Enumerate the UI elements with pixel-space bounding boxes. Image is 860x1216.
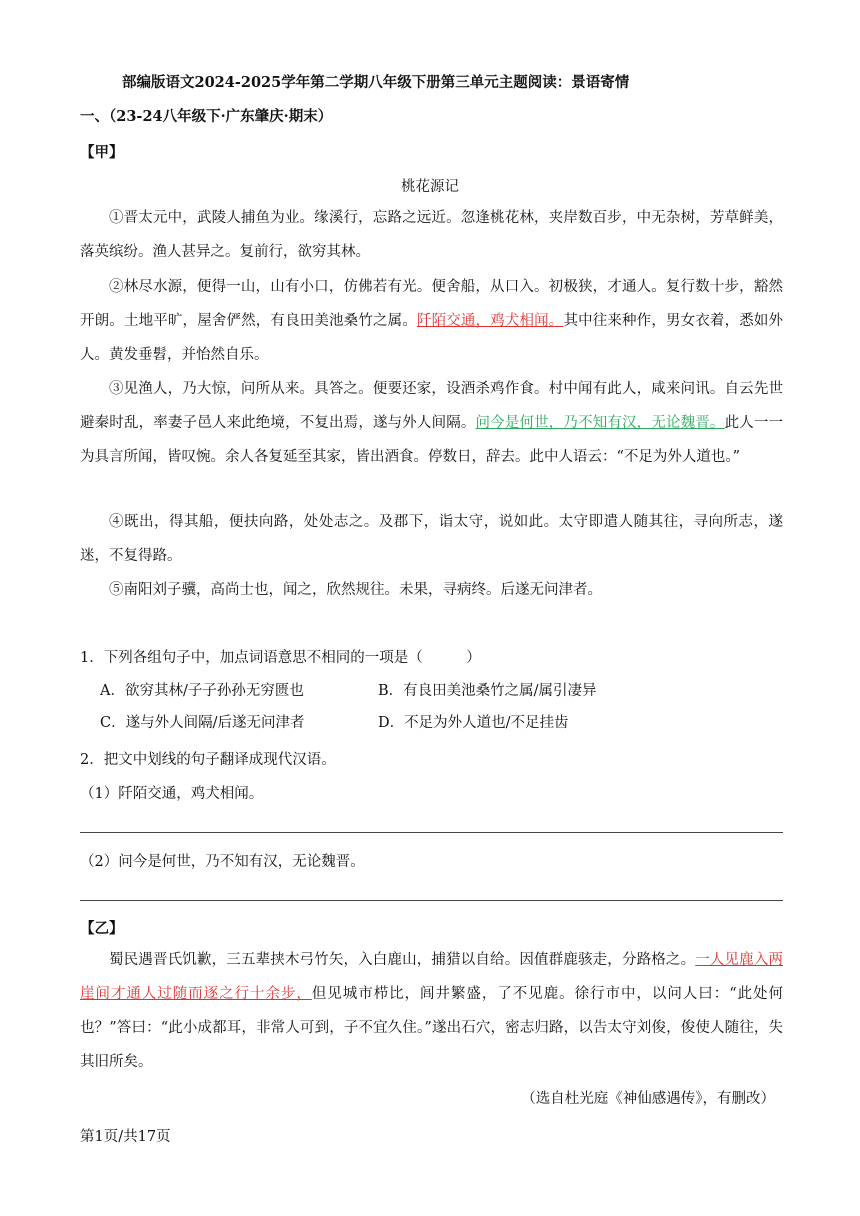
passage-yi-label: 【乙】 — [80, 920, 124, 937]
paragraph-3-text-a: ③见渔人，乃大惊，问所从来。具答之。便要还家，设酒杀鸡作食。村中闻有此人，咸来问讯。自云先世避秦时乱，率妻子邑人来此绝境，不复出焉，遂与外人间隔。 — [80, 381, 783, 431]
option-c: C．遂与外人间隔/后遂无问津者 — [100, 715, 305, 731]
passage-yi-text-a: 蜀民遇晋氏饥歉，三五辈挟木弓竹矢，入白鹿山，捕猎以自给。因值群鹿骇走，分路格之。 — [109, 952, 696, 968]
paragraph-5: ⑤南阳刘子骥，高尚士也，闻之，欣然规往。未果，寻病终。后遂无问津者。 — [109, 582, 602, 598]
answer-line-2 — [80, 900, 783, 901]
underlined-sentence-yi: 一人见鹿入两崖间才通人过随而逐之行十余步， — [80, 952, 783, 1002]
paragraph-2-text-b: 其中往来种作，男女衣着，悉如外人。黄发垂髫，并怡然自乐。 — [80, 313, 784, 363]
paragraph-2-text-a: ②林尽水源，便得一山，山有小口，仿佛若有光。便舍船，从口入。初极狭，才通人。复行数十步，豁然开朗。土地平旷，屋舍俨然，有良田美池桑竹之属。 — [80, 279, 783, 329]
passage-source: （选自杜光庭《神仙感遇传》，有删改） — [521, 1091, 775, 1107]
passage-yi-paragraph — [80, 943, 783, 1079]
underlined-sentence-red: 阡陌交通，鸡犬相闻。 — [416, 313, 564, 329]
paragraph-3 — [80, 372, 783, 474]
question-1: 1．下列各组句子中，加点词语意思不相同的一项是（ ） — [80, 650, 481, 666]
question-2-1: （1）阡陌交通，鸡犬相闻。 — [80, 786, 264, 802]
underlined-sentence-green: 问今是何世，乃不知有汉，无论魏晋。 — [475, 415, 725, 431]
option-d: D．不足为外人道也/不足挂齿 — [378, 715, 569, 731]
passage-jia-label: 【甲】 — [80, 144, 124, 161]
question-2-2: （2）问今是何世，乃不知有汉，无论魏晋。 — [80, 854, 365, 870]
section-heading: 一、（23-24八年级下·广东肇庆·期末） — [80, 108, 333, 125]
option-a: A．欲穷其林/子子孙孙无穷匮也 — [100, 683, 304, 699]
question-2: 2．把文中划线的句子翻译成现代汉语。 — [80, 752, 336, 768]
essay-title: 桃花源记 — [401, 179, 459, 195]
option-b: B．有良田美池桑竹之属/属引凄异 — [378, 683, 597, 699]
paragraph-4: ④既出，得其船，便扶向路，处处志之。及郡下，诣太守，说如此。太守即遣人随其往，寻向所志，遂迷，不复得路。 — [80, 514, 783, 564]
document-title: 部编版语文2024-2025学年第二学期八年级下册第三单元主题阅读：景语寄情 — [122, 74, 630, 91]
passage-yi-text-b: 但见城市栉比，闾井繁盛，了不见鹿。徐行市中，以问人曰：“此处何也？”答曰：“此小成都耳，非常人可到，子不宜久住。”遂出石穴，密志归路，以告太守刘俊，俊使人随往，失其旧所矣。 — [80, 986, 783, 1070]
answer-line-1 — [80, 832, 783, 833]
paragraph-2 — [80, 270, 783, 372]
paragraph-1: ①晋太元中，武陵人捕鱼为业。缘溪行，忘路之远近。忽逢桃花林，夹岸数百步，中无杂树，芳草鲜美，落英缤纷。渔人甚异之。复前行，欲穷其林。 — [80, 210, 783, 260]
page-number: 第1页/共17页 — [80, 1129, 171, 1145]
paragraph-3-text-b: 此人一一为具言所闻，皆叹惋。余人各复延至其家，皆出酒食。停数日，辞去。此中人语云：“不足为外人道也。” — [80, 415, 784, 465]
